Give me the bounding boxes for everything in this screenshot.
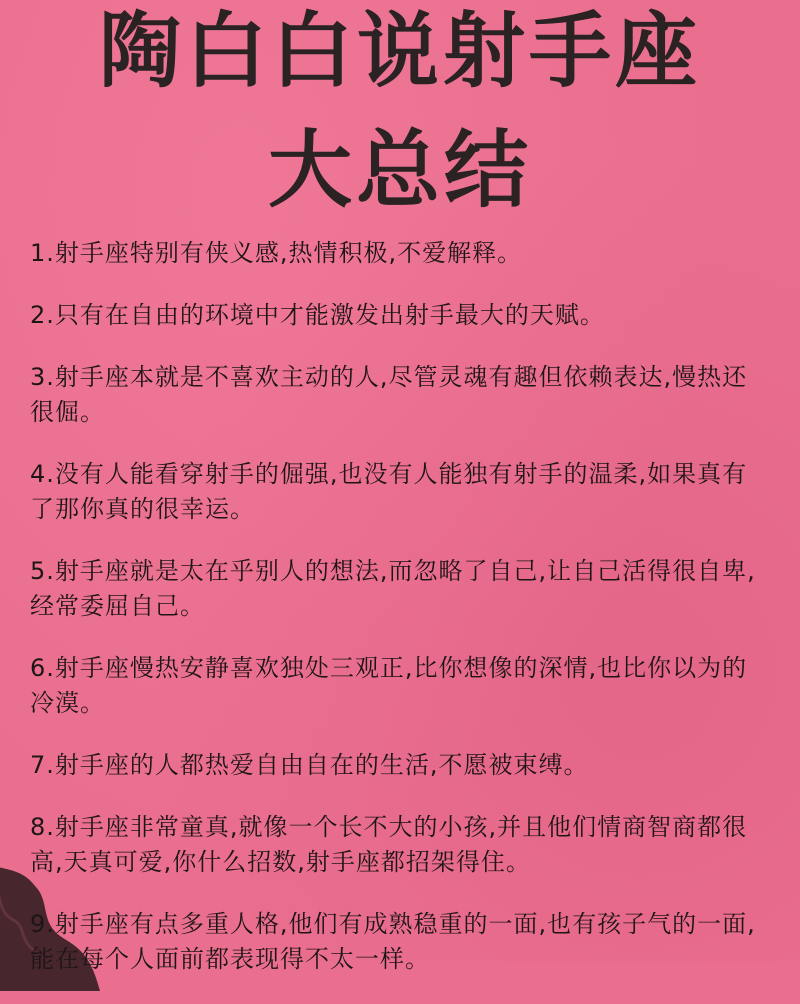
list-item: 3.射手座本就是不喜欢主动的人,尽管灵魂有趣但依赖表达,慢热还很倔。	[30, 363, 748, 426]
list-item: 9.射手座有点多重人格,他们有成熟稳重的一面,也有孩子气的一面,能在每个人面前都表现得不太一样。	[30, 910, 756, 973]
list-item: 8.射手座非常童真,就像一个长不大的小孩,并且他们情商智商都很高,天真可爱,你什么招数,射手座都招架得住。	[30, 813, 748, 876]
page-title: 陶白白说射手座	[98, 4, 701, 99]
page-subtitle: 大总结	[267, 121, 532, 219]
summary-list	[30, 236, 770, 1004]
list-item: 1.射手座特别有侠义感,热情积极,不爱解释。	[30, 239, 523, 267]
list-item: 2.只有在自由的环境中才能激发出射手最大的天赋。	[30, 301, 605, 329]
list-item: 7.射手座的人都热爱自由自在的生活,不愿被束缚。	[30, 751, 589, 779]
list-item: 6.射手座慢热安静喜欢独处三观正,比你想像的深情,也比你以为的冷漠。	[30, 654, 748, 717]
list-item: 4.没有人能看穿射手的倔强,也没有人能独有射手的温柔,如果真有了那你真的很幸运。	[30, 460, 748, 523]
list-item: 5.射手座就是太在乎别人的想法,而忽略了自己,让自己活得很自卑,经常委屈自己。	[30, 557, 756, 620]
